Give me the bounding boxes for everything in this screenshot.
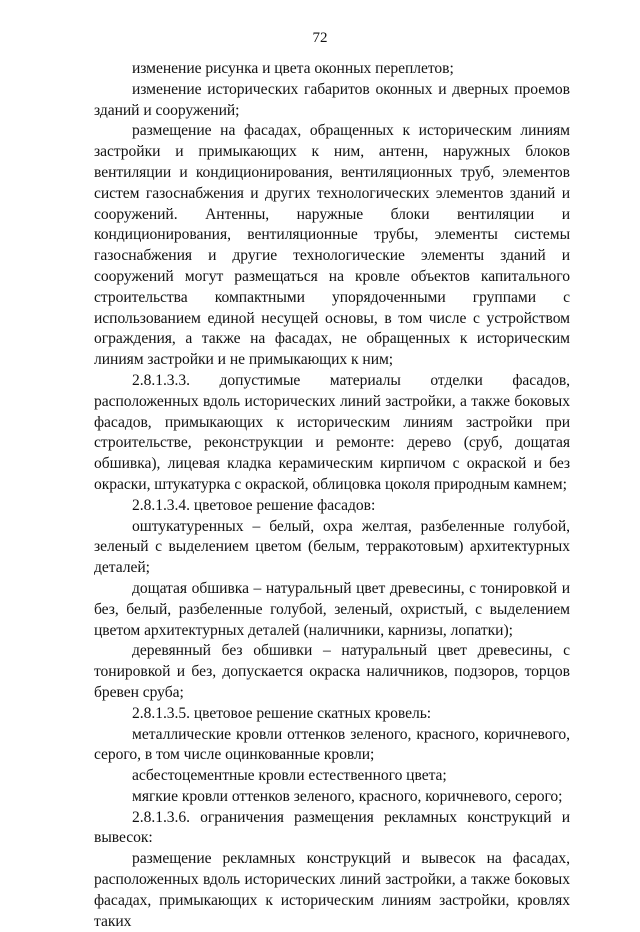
paragraph: изменение исторических габаритов оконных и дверных проемов зданий и сооружений;	[94, 80, 570, 119]
paragraph: 2.8.1.3.4. цветовое решение фасадов:	[132, 496, 376, 514]
paragraph: металлические кровли оттенков зеленого, красного, коричневого, серого, в том числе оцинкованные кровли;	[94, 725, 570, 764]
paragraph: 2.8.1.3.3. допустимые материалы отделки фасадов, расположенных вдоль исторических линий застройки, а также боковых фасадов, примыкающих к историческим линиям застройки при строительстве, реконструкции и ремонте: дерево (сруб, дощатая обшивка), лицевая кладка керамическим кирпичом с окраской и без окраски, штукатурка с окраской, облицовка цоколя природным камнем;	[94, 371, 570, 493]
paragraph: оштукатуренных – белый, охра желтая, разбеленные голубой, зеленый с выделением цветом (белым, терракотовым) архитектурных деталей;	[94, 517, 570, 577]
paragraph: деревянный без обшивки – натуральный цвет древесины, с тонировкой и без, допускается окраска наличников, подзоров, торцов бревен сруба;	[94, 642, 570, 701]
page-number: 72	[312, 30, 328, 46]
paragraph: дощатая обшивка – натуральный цвет древесины, с тонировкой и без, белый, разбеленные голубой, зеленый, охристый, с выделением цветом архитектурных деталей (наличники, карнизы, лопатки);	[94, 579, 570, 639]
document-body	[94, 59, 570, 932]
paragraph: размещение на фасадах, обращенных к историческим линиям застройки и примыкающих к ним, антенн, наружных блоков вентиляции и кондиционирования, вентиляционных труб, элементов систем газоснабжения и других технологических элементов зданий и сооружений. Антенны, наружные блоки вентиляции и кондиционирования, вентиляционные трубы, элементы системы газоснабжения и другие технологические элементы зданий и сооружений могут размещаться на кровле объектов капитального строительства компактными упорядоченными группами с использованием единой несущей основы, в том числе с устройством ограждения, а также на фасадах, не обращенных к историческим линиям застройки и не примыкающих к ним;	[94, 122, 570, 369]
paragraph: 2.8.1.3.5. цветовое решение скатных кровель:	[132, 704, 432, 722]
paragraph: 2.8.1.3.6. ограничения размещения рекламных конструкций и вывесок:	[94, 808, 570, 847]
paragraph: изменение рисунка и цвета оконных переплетов;	[132, 60, 454, 77]
paragraph: мягкие кровли оттенков зеленого, красного, коричневого, серого;	[132, 787, 563, 805]
paragraph: размещение рекламных конструкций и вывесок на фасадах, расположенных вдоль исторических линий застройки, а также боковых фасадах, примыкающих к историческим линиям застройки, кровлях таких	[94, 850, 570, 930]
paragraph: асбестоцементные кровли естественного цвета;	[132, 767, 447, 785]
